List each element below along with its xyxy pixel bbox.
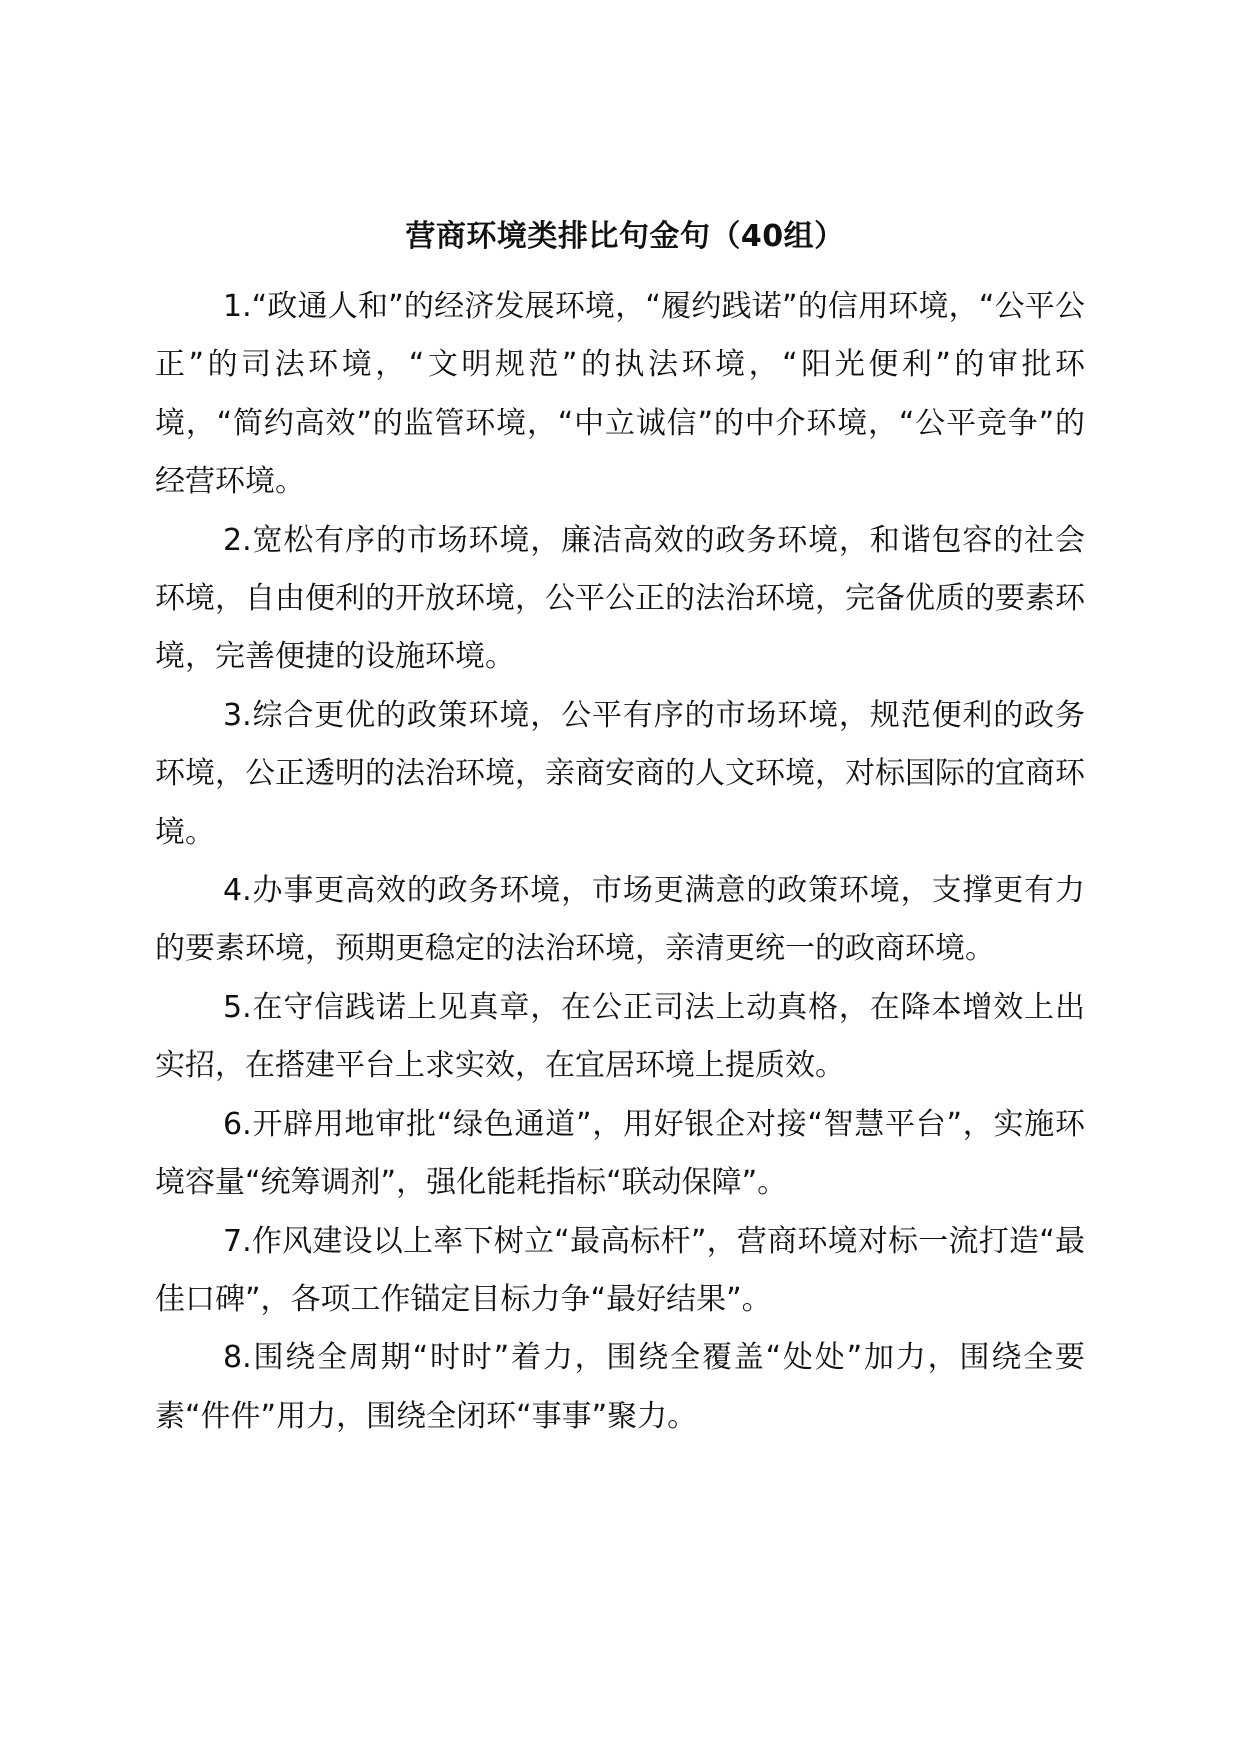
- paragraph-6: 6.开辟用地审批“绿色通道”，用好银企对接“智慧平台”，实施环境容量“统筹调剂”，强化能耗指标“联动保障”。: [155, 1106, 1085, 1201]
- paragraph-3: 3.综合更优的政策环境，公平有序的市场环境，规范便利的政务环境，公正透明的法治环境，亲商安商的人文环境，对标国际的宜商环境。: [155, 697, 1085, 850]
- document-body: [155, 278, 1085, 1446]
- paragraph-4: 4.办事更高效的政务环境，市场更满意的政策环境，支撑更有力的要素环境，预期更稳定的法治环境，亲清更统一的政商环境。: [155, 873, 1085, 967]
- paragraph-5: 5.在守信践诺上见真章，在公正司法上动真格，在降本增效上出实招，在搭建平台上求实效，在宜居环境上提质效。: [155, 989, 1085, 1084]
- document-title: 营商环境类排比句金句（40组）: [405, 219, 845, 254]
- paragraph-1: 1.“政通人和”的经济发展环境，“履约践诺”的信用环境，“公平公正”的司法环境，“文明规范”的执法环境，“阳光便利”的审批环境，“简约高效”的监管环境，“中立诚信”的中介环境，“公平竞争”的经营环境。: [155, 289, 1085, 500]
- paragraph-2: 2.宽松有序的市场环境，廉洁高效的政务环境，和谐包容的社会环境，自由便利的开放环境，公平公正的法治环境，完备优质的要素环境，完善便捷的设施环境。: [155, 522, 1085, 675]
- paragraph-7: 7.作风建设以上率下树立“最高标杆”，营商环境对标一流打造“最佳口碑”，各项工作锚定目标力争“最好结果”。: [155, 1223, 1085, 1317]
- paragraph-8: 8.围绕全周期“时时”着力，围绕全覆盖“处处”加力，围绕全要素“件件”用力，围绕全闭环“事事”聚力。: [155, 1340, 1085, 1434]
